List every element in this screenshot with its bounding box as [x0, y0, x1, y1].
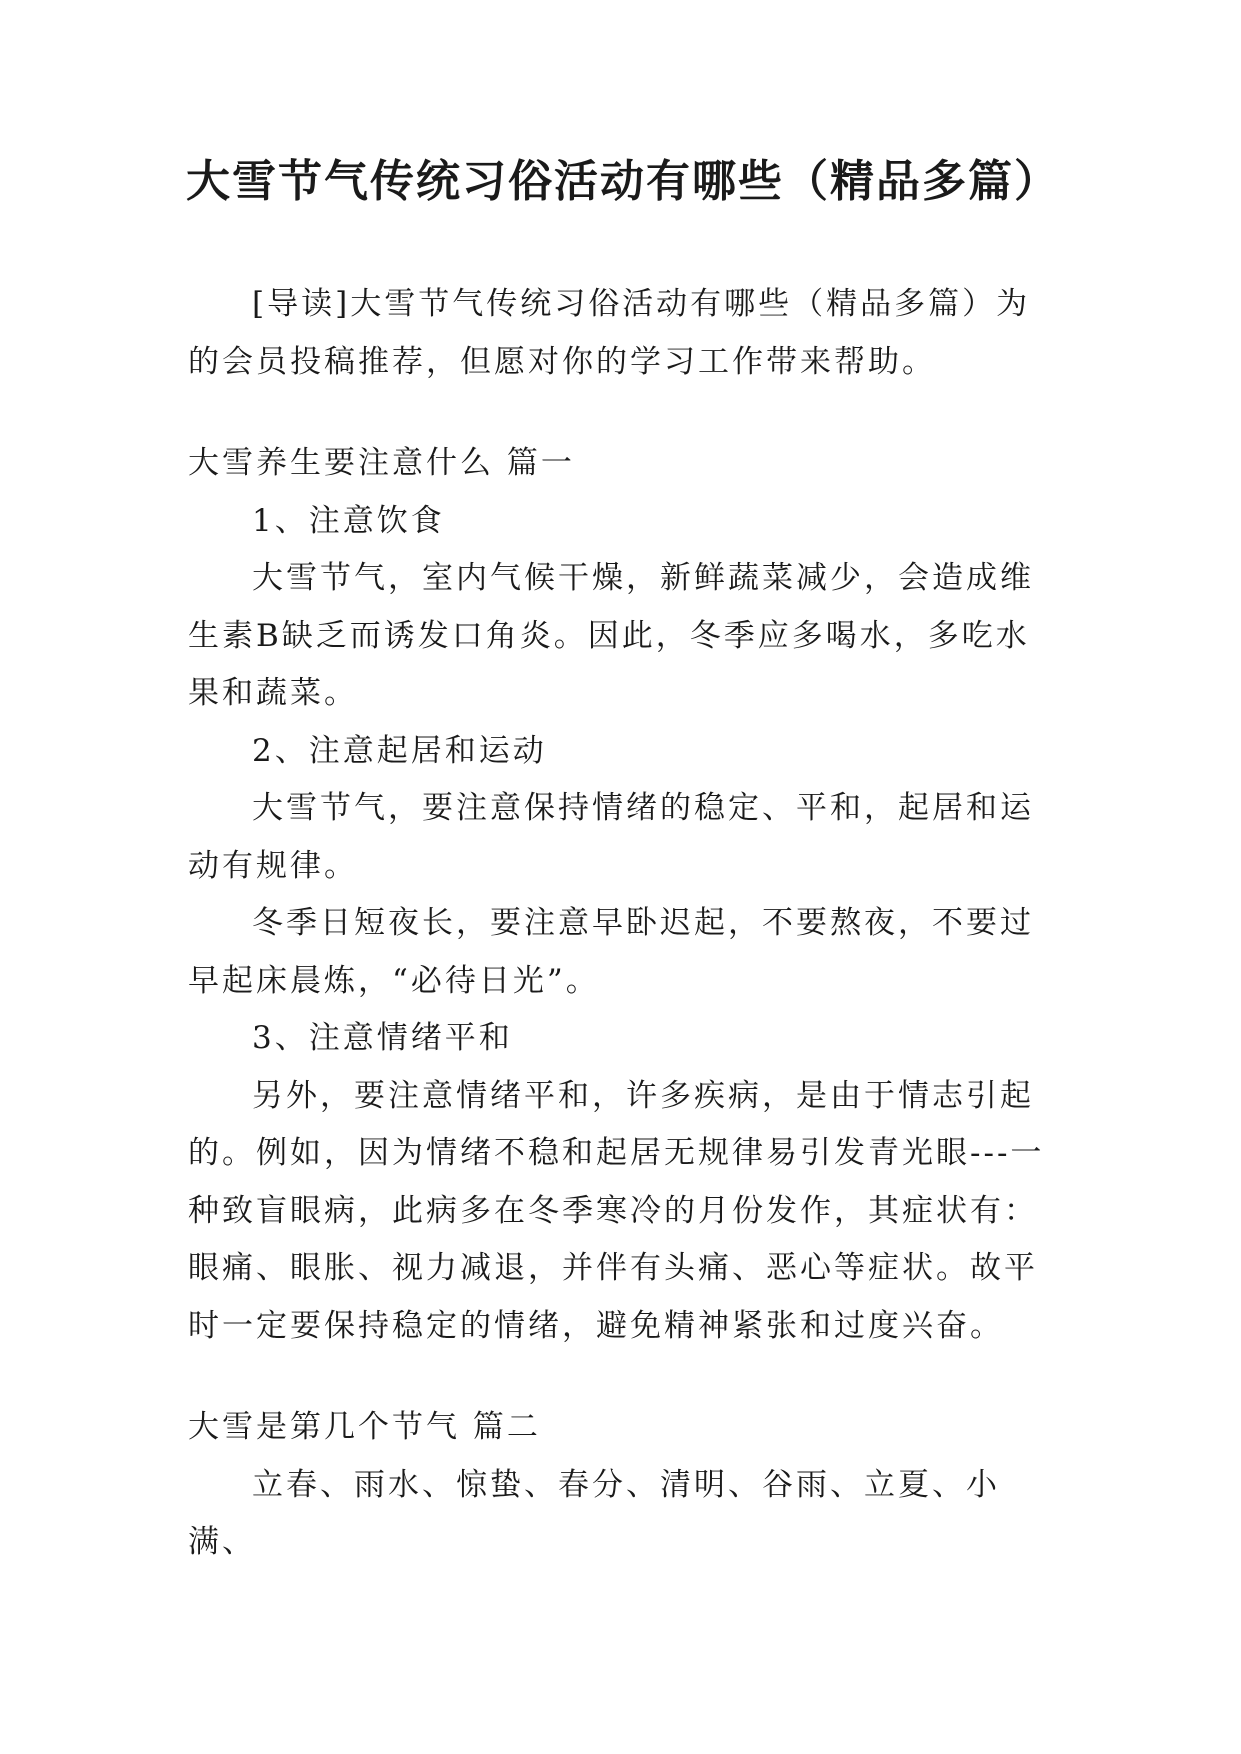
item-title-1: 1、注意饮食: [252, 502, 445, 539]
document-title: 大雪节气传统习俗活动有哪些（精品多篇）: [186, 156, 1060, 207]
section-heading-1: 大雪养生要注意什么 篇一: [188, 445, 575, 481]
section-2-paragraph: 立春、雨水、惊蛰、春分、清明、谷雨、立夏、小满、: [188, 1466, 1000, 1560]
intro-paragraph: [导读]大雪节气传统习俗活动有哪些（精品多篇）为的会员投稿推荐，但愿对你的学习工作带来帮助。: [188, 286, 1031, 380]
item-paragraph-3: 另外，要注意情绪平和，许多疾病，是由于情志引起的。例如，因为情绪不稳和起居无规律易引发青光眼---一种致盲眼病，此病多在冬季寒冷的月份发作，其症状有：眼痛、眼胀、视力减退，并伴有头痛、恶心等症状。故平时一定要保持稳定的情绪，避免精神紧张和过度兴奋。: [188, 1077, 1045, 1344]
item-paragraph-1: 大雪节气，室内气候干燥，新鲜蔬菜减少，会造成维生素B缺乏而诱发口角炎。因此，冬季应多喝水，多吃水果和蔬菜。: [188, 560, 1034, 711]
section-heading-2: 大雪是第几个节气 篇二: [188, 1409, 541, 1445]
document-body: [188, 276, 1058, 1572]
item-title-3: 3、注意情绪平和: [252, 1020, 513, 1056]
item-paragraph-2a: 大雪节气，要注意保持情绪的稳定、平和，起居和运动有规律。: [188, 790, 1034, 884]
item-paragraph-2b: 冬季日短夜长，要注意早卧迟起，不要熬夜，不要过早起床晨炼，“必待日光”。: [188, 905, 1034, 999]
item-title-2: 2、注意起居和运动: [252, 732, 547, 769]
